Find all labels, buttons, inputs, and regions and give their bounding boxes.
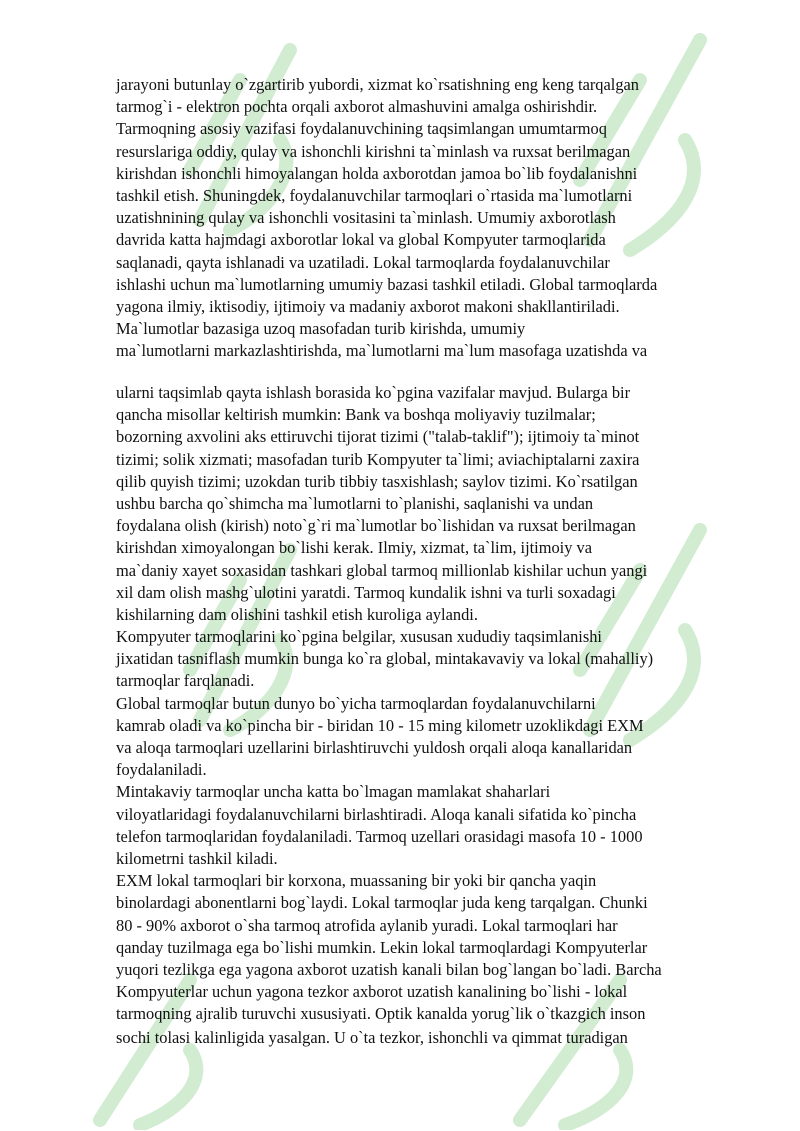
text-line: ushbu barcha qo`shimcha ma`lumotlarni to`planishi, saqlanishi va undan — [116, 493, 594, 513]
text-line: yuqori tezlikga ega yagona axborot uzatish kanali bilan bog`langan bo`ladi. Barcha — [116, 959, 662, 979]
text-line: tarmoqning ajralib turuvchi xususiyati. Optik kanalda yorug`lik o`tkazgich inson — [116, 1004, 646, 1024]
text-line: Kompyuter tarmoqlarini ko`pgina belgilar, xususan xududiy taqsimlanishi — [116, 627, 602, 647]
text-line: sochi tolasi kalinligida yasalgan. U o`ta tezkor, ishonchli va qimmat turadigan — [116, 1028, 628, 1047]
text-line: ma`lumotlarni markazlashtirishda, ma`lumotlarni ma`lum masofaga uzatishda va — [116, 341, 648, 361]
text-line: yagona ilmiy, iktisodiy, ijtimoiy va madaniy axborot makoni shakllantiriladi. — [116, 296, 620, 316]
text-line: foydalana olish (kirish) noto`g`ri ma`lumotlar bo`lishidan va ruxsat berilmagan — [116, 516, 636, 536]
text-line: xil dam olish mashg`ulotini yaratdi. Tarmoq kundalik ishni va turli soxadagi — [116, 582, 616, 602]
text-block-3 — [116, 1027, 756, 1049]
text-line: kirishdan ishonchli himoyalangan holda axborotdan jamoa bo`lib foydalanishni — [116, 163, 638, 183]
text-line: Tarmoqning asosiy vazifasi foydalanuvchining taqsimlangan umumtarmoq — [116, 119, 607, 139]
text-line: EXM lokal tarmoqlari bir korxona, muassaning bir yoki bir qancha yaqin — [116, 871, 597, 891]
text-line: tizimi; solik xizmati; masofadan turib Kompyuter ta`limi; aviachiptalarni zaxira — [116, 449, 640, 469]
text-line: ishlashi uchun ma`lumotlarning umumiy bazasi tashkil etiladi. Global tarmoqlarda — [116, 274, 658, 294]
text-line: tarmog`i - elektron pochta orqali axborot almashuvini amalga oshirishdir. — [116, 97, 598, 117]
text-line: kamrab oladi va ko`pincha bir - biridan 10 - 15 ming kilometr uzoklikdagi EXM — [116, 715, 644, 735]
text-line: qanday tuzilmaga ega bo`lishi mumkin. Lekin lokal tarmoqlardagi Kompyuterlar — [116, 937, 648, 957]
text-line: Ma`lumotlar bazasiga uzoq masofadan turib kirishda, umumiy — [116, 319, 526, 339]
text-line: 80 - 90% axborot o`sha tarmoq atrofida aylanib yuradi. Lokal tarmoqlari har — [116, 915, 618, 935]
text-line: uzatishnining qulay va ishonchli vositasini ta`minlash. Umumiy axborotlash — [116, 208, 616, 228]
text-line: davrida katta hajmdagi axborotlar lokal va global Kompyuter tarmoqlarida — [116, 230, 606, 250]
text-line: va aloqa tarmoqlari uzellarini birlashtiruvchi yuldosh orqali aloqa kanallaridan — [116, 738, 633, 757]
text-block-2 — [116, 382, 756, 1025]
text-line: telefon tarmoqlaridan foydalaniladi. Tarmoq uzellari orasidagi masofa 10 - 1000 — [116, 826, 643, 846]
text-line: Kompyuterlar uchun yagona tezkor axborot uzatish kanalining bo`lishi - lokal — [116, 982, 628, 1002]
text-line: kishilarning dam olishini tashkil etish kuroliga aylandi. — [116, 604, 478, 624]
text-line: qancha misollar keltirish mumkin: Bank va boshqa moliyaviy tuzilmalar; — [116, 405, 596, 425]
text-line: tarmoqlar farqlanadi. — [116, 671, 255, 691]
text-line: viloyatlaridagi foydalanuvchilarni birlashtiradi. Aloqa kanali sifatida ko`pincha — [116, 804, 637, 824]
text-line: Mintakaviy tarmoqlar uncha katta bo`lmagan mamlakat shaharlari — [116, 782, 551, 802]
text-line: bozorning axvolini aks ettiruvchi tijorat tizimi ("talab-taklif"); ijtimoiy ta`minot — [116, 427, 640, 447]
text-line: foydalaniladi. — [116, 760, 207, 780]
text-line: binolardagi abonentlarni bog`laydi. Lokal tarmoqlar juda keng tarqalgan. Chunki — [116, 893, 648, 913]
text-line: jixatidan tasniflash mumkin bunga ko`ra global, mintakavaviy va lokal (mahalliy) — [116, 649, 654, 669]
text-line: ularni taqsimlab qayta ishlash borasida ko`pgina vazifalar mavjud. Bularga bir — [116, 383, 631, 402]
text-block-1 — [116, 74, 756, 362]
text-line: resurslariga oddiy, qulay va ishonchli kirishni ta`minlash va ruxsat berilmagan — [116, 141, 631, 161]
text-line: qilib quyish tizimi; uzokdan turib tibbiy tasxishlash; saylov tizimi. Ko`rsatilgan — [116, 471, 638, 491]
text-line: kirishdan ximoyalongan bo`lishi kerak. Ilmiy, xizmat, ta`lim, ijtimoiy va — [116, 538, 593, 558]
text-line: kilometrni tashkil kiladi. — [116, 848, 278, 868]
text-line: jarayoni butunlay o`zgartirib yubordi, xizmat ko`rsatishning eng keng tarqalgan — [116, 75, 639, 94]
text-line: Global tarmoqlar butun dunyo bo`yicha tarmoqlardan foydalanuvchilarni — [116, 693, 596, 713]
text-line: tashkil etish. Shuningdek, foydalanuvchilar tarmoqlari o`rtasida ma`lumotlarni — [116, 185, 633, 205]
text-line: saqlanadi, qayta ishlanadi va uzatiladi. Lokal tarmoqlarda foydalanuvchilar — [116, 252, 610, 272]
text-line: ma`daniy xayet soxasidan tashkari global tarmoq millionlab kishilar uchun yangi — [116, 560, 648, 580]
